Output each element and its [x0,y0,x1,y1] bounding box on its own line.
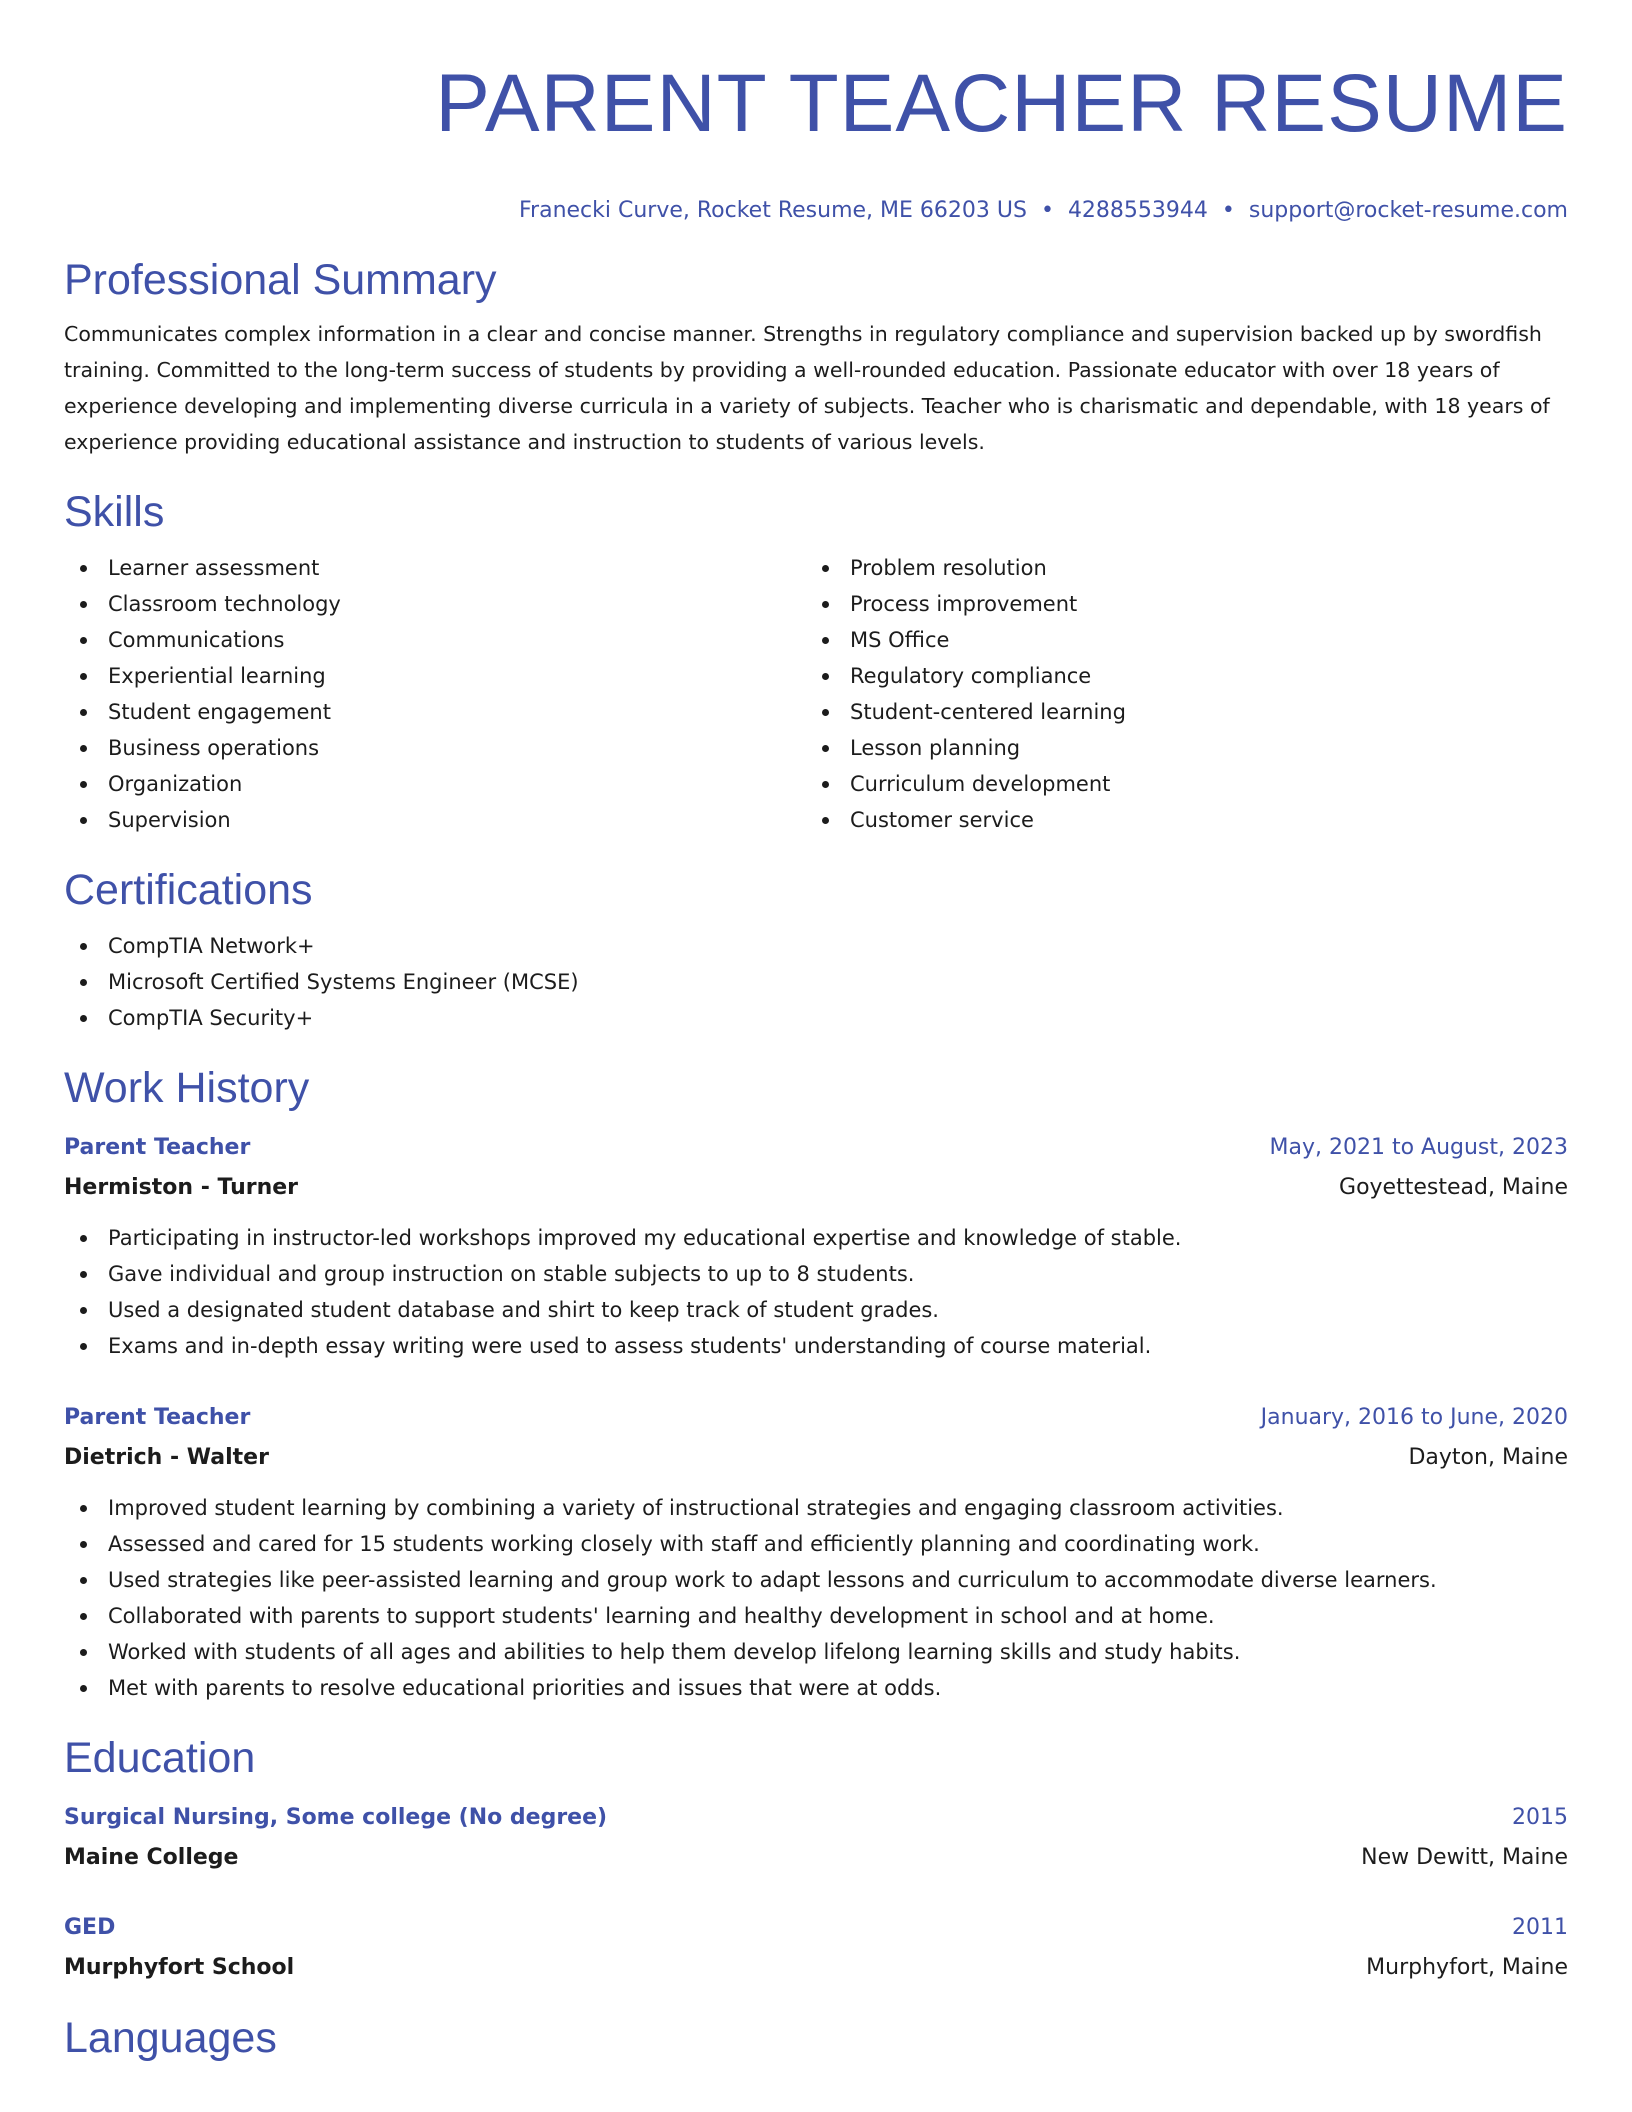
job-entry [64,1128,1568,1364]
skill-item: Process improvement [806,586,1548,622]
work-history-section [64,1062,1568,1706]
skills-section [64,486,1568,838]
job-company-row [64,1438,1568,1478]
summary-text: Communicates complex information in a clear and concise manner. Strengths in regulatory compliance and supervision backed up by swordfish training. Committed to the long-term success of students by providing a well-rounded education. Passionate educator with over 18 years of experience developing and implementing diverse curricula in a variety of subjects. Teacher who is charismatic and dependable, with 18 years of experience providing educational assistance and instruction to students of various levels. [64,322,1550,454]
job-dates: January, 2016 to June, 2020 [1260,1405,1568,1430]
education-degree: GED [64,1915,116,1940]
job-location: Dayton, Maine [1408,1445,1568,1470]
skills-grid [64,550,1568,838]
job-bullet: Used strategies like peer-assisted learning and group work to adapt lessons and curriculum to accommodate diverse learners. [64,1562,1568,1598]
job-title-row [64,1128,1568,1168]
skill-item: Organization [64,766,806,802]
education-location: New Dewitt, Maine [1361,1845,1568,1870]
skill-item: Supervision [64,802,806,838]
summary-heading: Professional Summary [64,256,497,304]
job-company-row [64,1168,1568,1208]
education-location: Murphyfort, Maine [1366,1955,1568,1980]
education-school-row [64,1948,1568,1988]
resume-title: PARENT TEACHER RESUME [435,58,1568,149]
job-bullets [64,1220,1568,1364]
skills-right-list [806,550,1548,838]
job-company: Hermiston - Turner [64,1175,299,1200]
contact-address: Franecki Curve, Rocket Resume, ME 66203 US [518,198,1027,223]
education-year: 2011 [1512,1915,1568,1940]
job-bullet: Met with parents to resolve educational priorities and issues that were at odds. [64,1670,1568,1706]
job-bullet: Exams and in-depth essay writing were used to assess students' understanding of course material. [64,1328,1568,1364]
job-bullet: Assessed and cared for 15 students working closely with staff and efficiently planning and coordinating work. [64,1526,1568,1562]
certifications-heading: Certifications [64,866,313,914]
job-bullet: Gave individual and group instruction on stable subjects to up to 8 students. [64,1256,1568,1292]
job-title: Parent Teacher [64,1405,251,1430]
skill-item: Learner assessment [64,550,806,586]
skill-item: Communications [64,622,806,658]
contact-separator: • [1040,198,1054,223]
job-bullet: Used a designated student database and shirt to keep track of student grades. [64,1292,1568,1328]
skill-item: MS Office [806,622,1548,658]
certification-item: CompTIA Network+ [64,928,1568,964]
skill-item: Regulatory compliance [806,658,1548,694]
job-bullet: Improved student learning by combining a variety of instructional strategies and engaging classroom activities. [64,1490,1568,1526]
job-company: Dietrich - Walter [64,1445,269,1470]
skill-item: Business operations [64,730,806,766]
summary-section [64,254,1568,460]
job-bullet: Collaborated with parents to support students' learning and healthy development in school and at home. [64,1598,1568,1634]
skill-item: Experiential learning [64,658,806,694]
languages-heading: Languages [64,2014,277,2062]
languages-section [64,2012,1568,2064]
job-location: Goyettestead, Maine [1339,1175,1568,1200]
skill-item: Problem resolution [806,550,1548,586]
job-dates: May, 2021 to August, 2023 [1269,1135,1568,1160]
education-school: Maine College [64,1845,239,1870]
education-heading: Education [64,1734,256,1782]
certifications-section [64,864,1568,1036]
education-entry [64,1908,1568,1988]
education-entry [64,1798,1568,1878]
resume-header [64,0,1568,226]
certification-item: Microsoft Certified Systems Engineer (MCSE) [64,964,1568,1000]
education-school-row [64,1838,1568,1878]
job-title: Parent Teacher [64,1135,251,1160]
skill-item: Student engagement [64,694,806,730]
education-degree-row [64,1798,1568,1838]
certifications-list [64,928,1568,1036]
skill-item: Lesson planning [806,730,1548,766]
education-year: 2015 [1512,1805,1568,1830]
skill-item: Customer service [806,802,1548,838]
education-degree: Surgical Nursing, Some college (No degree) [64,1805,608,1830]
education-section [64,1732,1568,1988]
contact-phone: 4288553944 [1067,198,1208,223]
skill-item: Classroom technology [64,586,806,622]
work-history-heading: Work History [64,1064,310,1112]
job-bullets [64,1490,1568,1706]
contact-separator: • [1221,198,1235,223]
education-degree-row [64,1908,1568,1948]
certification-item: CompTIA Security+ [64,1000,1568,1036]
job-entry [64,1398,1568,1706]
job-title-row [64,1398,1568,1438]
skills-heading: Skills [64,488,165,536]
contact-email[interactable]: support@rocket-resume.com [1248,198,1568,223]
skills-left-list [64,550,806,838]
skill-item: Curriculum development [806,766,1548,802]
skill-item: Student-centered learning [806,694,1548,730]
contact-line [64,196,1568,226]
job-bullet: Participating in instructor-led workshops improved my educational expertise and knowledge of stable. [64,1220,1568,1256]
job-bullet: Worked with students of all ages and abilities to help them develop lifelong learning skills and study habits. [64,1634,1568,1670]
education-school: Murphyfort School [64,1955,295,1980]
